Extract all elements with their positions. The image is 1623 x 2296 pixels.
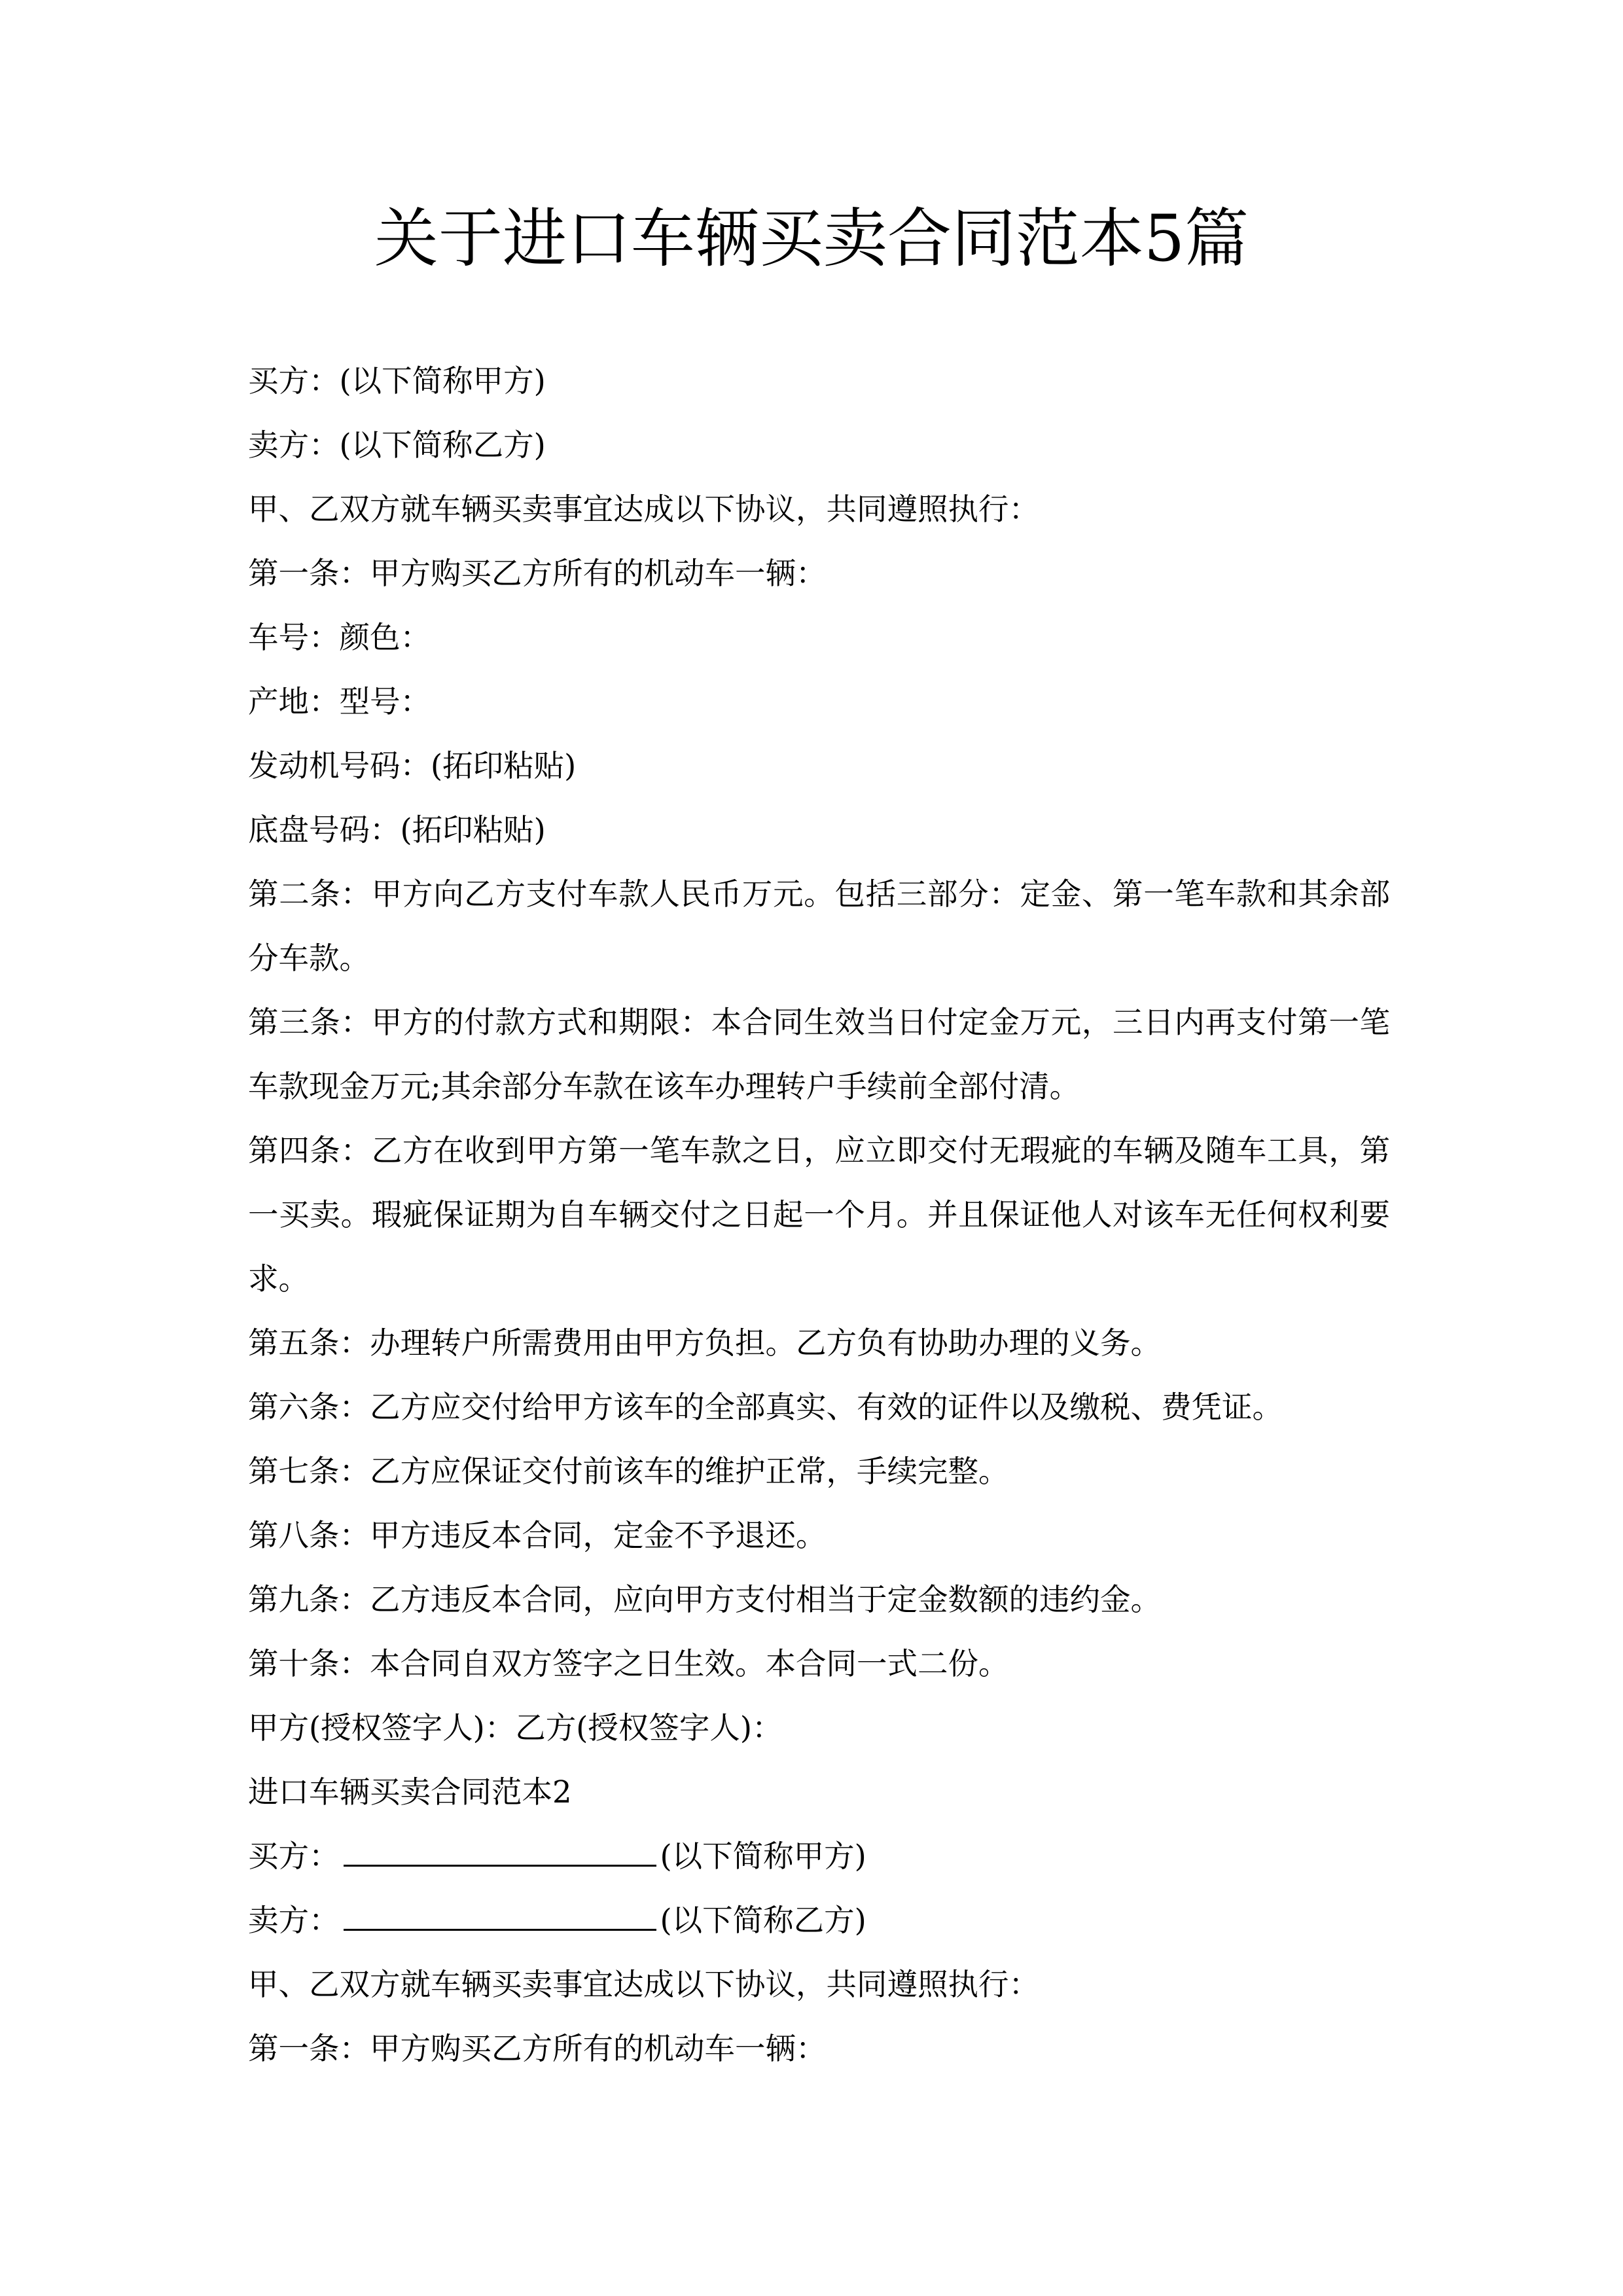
paragraph: 第七条：乙方应保证交付前该车的维护正常，手续完整。 [248, 1454, 1009, 1489]
paragraph: 第二条：甲方向乙方支付车款人民币万元。包括三部分：定金、第一笔车款和其余部分车款。 [248, 876, 1390, 976]
paragraph: 车号：颜色： [248, 620, 431, 655]
buyer-label: 买方： [248, 1839, 340, 1874]
buyer-blank-field [344, 1839, 656, 1867]
contract-paragraphs [248, 349, 1390, 1824]
paragraph: 第三条：甲方的付款方式和期限：本合同生效当日付定金万元，三日内再支付第一笔车款现金万元;其余部分车款在该车办理转户手续前全部付清。 [248, 1005, 1390, 1104]
paragraph: 进口车辆买卖合同范本2 [248, 1774, 572, 1810]
paragraph: 第一条：甲方购买乙方所有的机动车一辆： [248, 2031, 827, 2066]
paragraph: 第一条：甲方购买乙方所有的机动车一辆： [248, 556, 827, 591]
paragraph: 第六条：乙方应交付给甲方该车的全部真实、有效的证件以及缴税、费凭证。 [248, 1390, 1283, 1425]
paragraph: 底盘号码：(拓印粘贴) [248, 812, 546, 848]
paragraph: 卖方：(以下简称乙方) [248, 427, 546, 463]
seller-line [248, 1888, 1390, 1952]
seller-label: 卖方： [248, 1903, 340, 1938]
document-title: 关于进口车辆买卖合同范本5篇 [374, 202, 1249, 276]
document-body [248, 349, 1390, 2081]
seller-suffix: (以下简称乙方) [660, 1903, 866, 1938]
paragraph: 第九条：乙方违反本合同，应向甲方支付相当于定金数额的违约金。 [248, 1582, 1161, 1617]
paragraph: 甲、乙双方就车辆买卖事宜达成以下协议，共同遵照执行： [248, 492, 1039, 527]
paragraph: 甲、乙双方就车辆买卖事宜达成以下协议，共同遵照执行： [248, 1967, 1039, 2002]
paragraph: 产地：型号： [248, 684, 431, 719]
paragraph: 第四条：乙方在收到甲方第一笔车款之日，应立即交付无瑕疵的车辆及随车工具，第一买卖。瑕疵保证期为自车辆交付之日起一个月。并且保证他人对该车无任何权利要求。 [248, 1133, 1390, 1297]
buyer-suffix: (以下简称甲方) [660, 1839, 866, 1874]
paragraph: 发动机号码：(拓印粘贴) [248, 748, 577, 783]
seller-blank-field [344, 1903, 656, 1931]
paragraph: 第十条：本合同自双方签字之日生效。本合同一式二份。 [248, 1646, 1009, 1681]
buyer-line [248, 1824, 1390, 1888]
paragraph: 甲方(授权签字人)：乙方(授权签字人)： [248, 1710, 783, 1746]
paragraph: 第八条：甲方违反本合同，定金不予退还。 [248, 1518, 827, 1553]
paragraph: 买方：(以下简称甲方) [248, 363, 546, 399]
paragraph: 第五条：办理转户所需费用由甲方负担。乙方负有协助办理的义务。 [248, 1325, 1161, 1361]
